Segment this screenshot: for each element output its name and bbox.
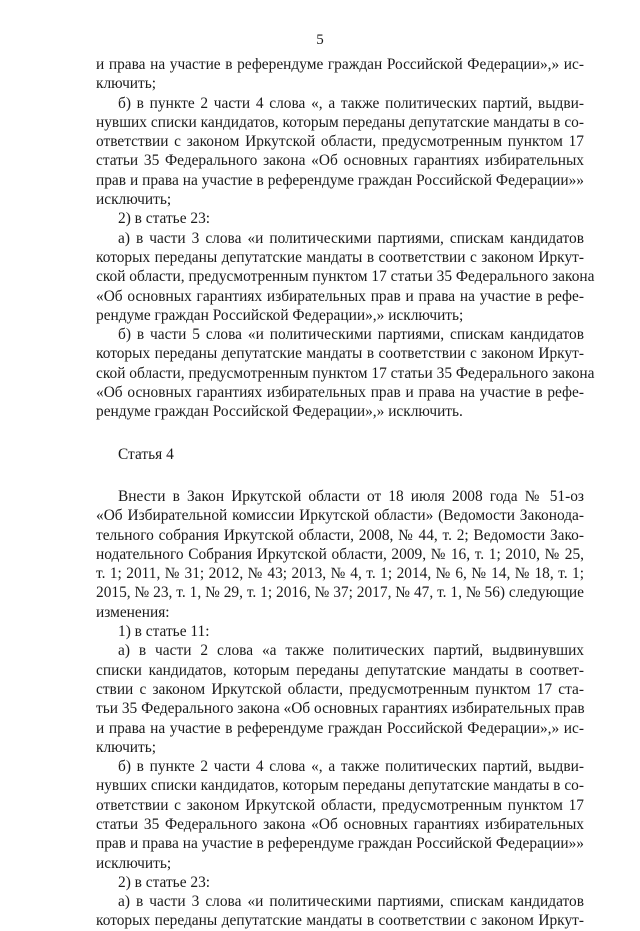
text-line: прав и права на участие в референдуме граждан Российской Федерации»»: [96, 835, 584, 853]
text-line: которых переданы депутатские мандаты в соответствии с законом Иркут-: [96, 248, 584, 266]
text-line: «Об Избирательной комиссии Иркутской области» (Ведомости Законода-: [96, 507, 584, 525]
text-line: ской области, предусмотренным пунктом 17 статьи 35 Федерального закона: [96, 364, 595, 382]
text-line: прав и права на участие в референдуме граждан Российской Федерации»»: [96, 171, 584, 189]
text-line: б) в части 5 слова «и политическими партиями, спискам кандидатов: [118, 326, 584, 344]
text-line: тельного собрания Иркутской области, 2008, № 44, т. 2; Ведомости Зако-: [96, 526, 584, 544]
text-line: нодательного Собрания Иркутской области, 2009, № 16, т. 1; 2010, № 25,: [96, 545, 584, 563]
text-line: б) в пункте 2 части 4 слова «, а также политических партий, выдви-: [118, 94, 584, 112]
text-line: изменения:: [96, 603, 170, 621]
text-line: ответствии с законом Иркутской области, предусмотренным пунктом 17: [96, 133, 584, 151]
text-line: б) в пункте 2 части 4 слова «, а также политических партий, выдви-: [118, 758, 584, 776]
text-line: которых переданы депутатские мандаты в соответствии с законом Иркут-: [96, 912, 584, 930]
text-line: «Об основных гарантиях избирательных прав и права на участие в рефе-: [96, 384, 584, 402]
text-line: ключить;: [96, 738, 157, 756]
text-line: 1) в статье 11:: [118, 623, 210, 641]
text-line: 2015, № 23, т. 1, № 29, т. 1; 2016, № 37; 2017, № 47, т. 1, № 56) следующие: [96, 584, 584, 602]
text-line: а) в части 3 слова «и политическими партиями, спискам кандидатов: [118, 893, 584, 911]
text-line: рендуме граждан Российской Федерации»,» исключить;: [96, 306, 464, 324]
text-line: которых переданы депутатские мандаты в соответствии с законом Иркут-: [96, 345, 584, 363]
text-line: 2) в статье 23:: [118, 873, 211, 891]
text-line: ключить;: [96, 75, 157, 93]
paragraph-spacer: [96, 422, 584, 445]
text-line: а) в части 3 слова «и политическими партиями, спискам кандидатов: [118, 229, 584, 247]
text-line: ответствии с законом Иркутской области, предусмотренным пунктом 17: [96, 796, 584, 814]
text-line: нувших списки кандидатов, которым переданы депутатские мандаты в со-: [96, 113, 584, 131]
text-line: исключить;: [96, 191, 172, 209]
text-line: т. 1; 2011, № 31; 2012, № 43; 2013, № 4, т. 1; 2014, № 6, № 14, № 18, т. 1;: [96, 565, 584, 583]
text-line: Статья 4: [118, 445, 174, 463]
text-line: исключить;: [96, 854, 172, 872]
text-line: нувших списки кандидатов, которым переданы депутатские мандаты в со-: [96, 777, 584, 795]
text-line: ствии с законом Иркутской области, предусмотренным пунктом 17 ста-: [96, 680, 584, 698]
text-line: и права на участие в референдуме граждан Российской Федерации»,» ис-: [96, 719, 584, 737]
text-line: статьи 35 Федерального закона «Об основных гарантиях избирательных: [96, 815, 584, 833]
text-line: «Об основных гарантиях избирательных прав и права на участие в рефе-: [96, 287, 584, 305]
text-line: списки кандидатов, которым переданы депутатские мандаты в соответ-: [96, 661, 584, 679]
text-line: и права на участие в референдуме граждан Российской Федерации»,» ис-: [96, 56, 584, 73]
text-line: 2) в статье 23:: [118, 210, 211, 228]
text-line: Внести в Закон Иркутской области от 18 июля 2008 года № 51-оз: [118, 487, 584, 505]
document-body: [96, 55, 595, 931]
text-line: ской области, предусмотренным пунктом 17 статьи 35 Федерального закона: [96, 268, 595, 286]
page-number: 5: [316, 32, 324, 48]
text-line: тьи 35 Федерального закона «Об основных гарантиях избирательных прав: [96, 700, 585, 718]
paragraph-spacer: [96, 464, 584, 487]
text-line: рендуме граждан Российской Федерации»,» исключить.: [96, 403, 463, 421]
text-line: а) в части 2 слова «а также политических партий, выдвинувших: [118, 642, 584, 660]
text-line: статьи 35 Федерального закона «Об основных гарантиях избирательных: [96, 152, 584, 170]
